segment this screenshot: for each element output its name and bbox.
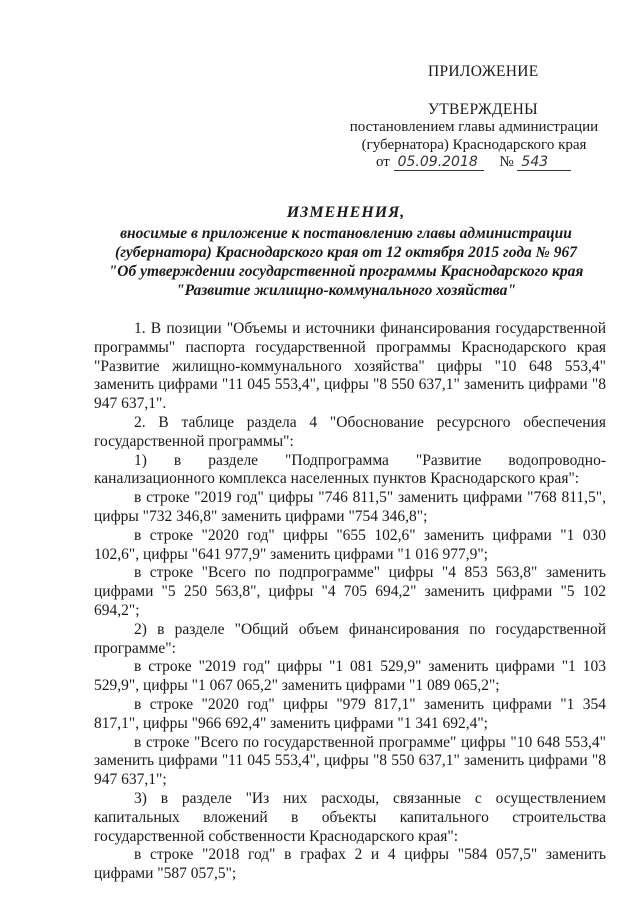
handwritten-date: 05.09.2018 [394, 154, 484, 171]
title-line-4: "Развитие жилищно-коммунального хозяйства" [176, 282, 516, 299]
paragraph: 2) в разделе "Общий объем финансирования по государственной программе": [94, 620, 606, 657]
paragraph: в строке "Всего по подпрограмме" цифры "4 853 563,8" заменить цифрами "5 250 563,8", цифры "4 705 694,2" заменить цифрами "5 102 694,2"; [94, 564, 606, 619]
title-line-1: вносимые в приложение к постановлению главы администрации [120, 225, 572, 242]
document-body [94, 320, 606, 884]
paragraph: в строке "Всего по государственной программе" цифры "10 648 553,4" заменить цифрами "11 045 553,4", цифры "8 550 637,1" заменить цифрами "8 947 637,1"; [94, 733, 606, 789]
paragraph: в строке "2020 год" цифры "655 102,6" заменить цифрами "1 030 102,6", цифры "641 977,9" заменить цифрами "1 016 977,9"; [94, 526, 606, 563]
paragraph: 2. В таблице раздела 4 "Обоснование ресурсного обеспечения государственной программы": [94, 413, 606, 450]
approval-line-2: (губернатора) Краснодарского края [361, 136, 587, 153]
paragraph: 1. В позиции "Объемы и источники финансирования государственной программы" паспорта государственной программы Краснодарского края "Развитие жилищно-коммунального хозяйства" цифры "10 648 553,4" заменить цифрами "11 045 553,4", цифры "8 550 637,1" заменить цифрами "8 947 637,1". [94, 320, 606, 413]
paragraph: в строке "2019 год" цифры "746 811,5" заменить цифрами "768 811,5", цифры "732 346,8" заменить цифрами "754 346,8"; [94, 489, 606, 525]
title-main: ИЗМЕНЕНИЯ, [286, 204, 406, 221]
paragraph: в строке "2020 год" цифры "979 817,1" заменить цифрами "1 354 817,1", цифры "966 692,4" заменить цифрами "1 341 692,4"; [94, 695, 606, 732]
document-title [86, 203, 606, 300]
approved-heading: УТВЕРЖДЕНЫ [428, 101, 538, 118]
paragraph: 1) в разделе "Подпрограмма "Развитие водопроводно-канализационного комплекса населенных пунктов Краснодарского края": [94, 451, 606, 488]
paragraph: 3) в разделе "Из них расходы, связанные с осуществлением капитальных вложений в объекты капитального строительства государственной собственности Краснодарского края": [94, 789, 606, 845]
handwritten-number: 543 [517, 154, 571, 171]
number-sign: № [499, 154, 514, 170]
approval-block [340, 119, 608, 154]
paragraph: в строке "2018 год" в графах 2 и 4 цифры "584 057,5" заменить цифрами "587 057,5"; [94, 846, 606, 883]
appendix-heading: ПРИЛОЖЕНИЕ [428, 63, 539, 80]
approval-line-1: постановлением главы администрации [349, 119, 599, 135]
date-prefix: от [376, 154, 390, 170]
date-number-line [376, 154, 571, 171]
paragraph: в строке "2019 год" цифры "1 081 529,9" заменить цифрами "1 103 529,9", цифры "1 067 065,2" заменить цифрами "1 089 065,2"; [94, 658, 606, 695]
title-line-3: "Об утверждении государственной программы Краснодарского края [108, 263, 584, 280]
title-line-2: (губернатора) Краснодарского края от 12 октября 2015 года № 967 [115, 244, 577, 261]
